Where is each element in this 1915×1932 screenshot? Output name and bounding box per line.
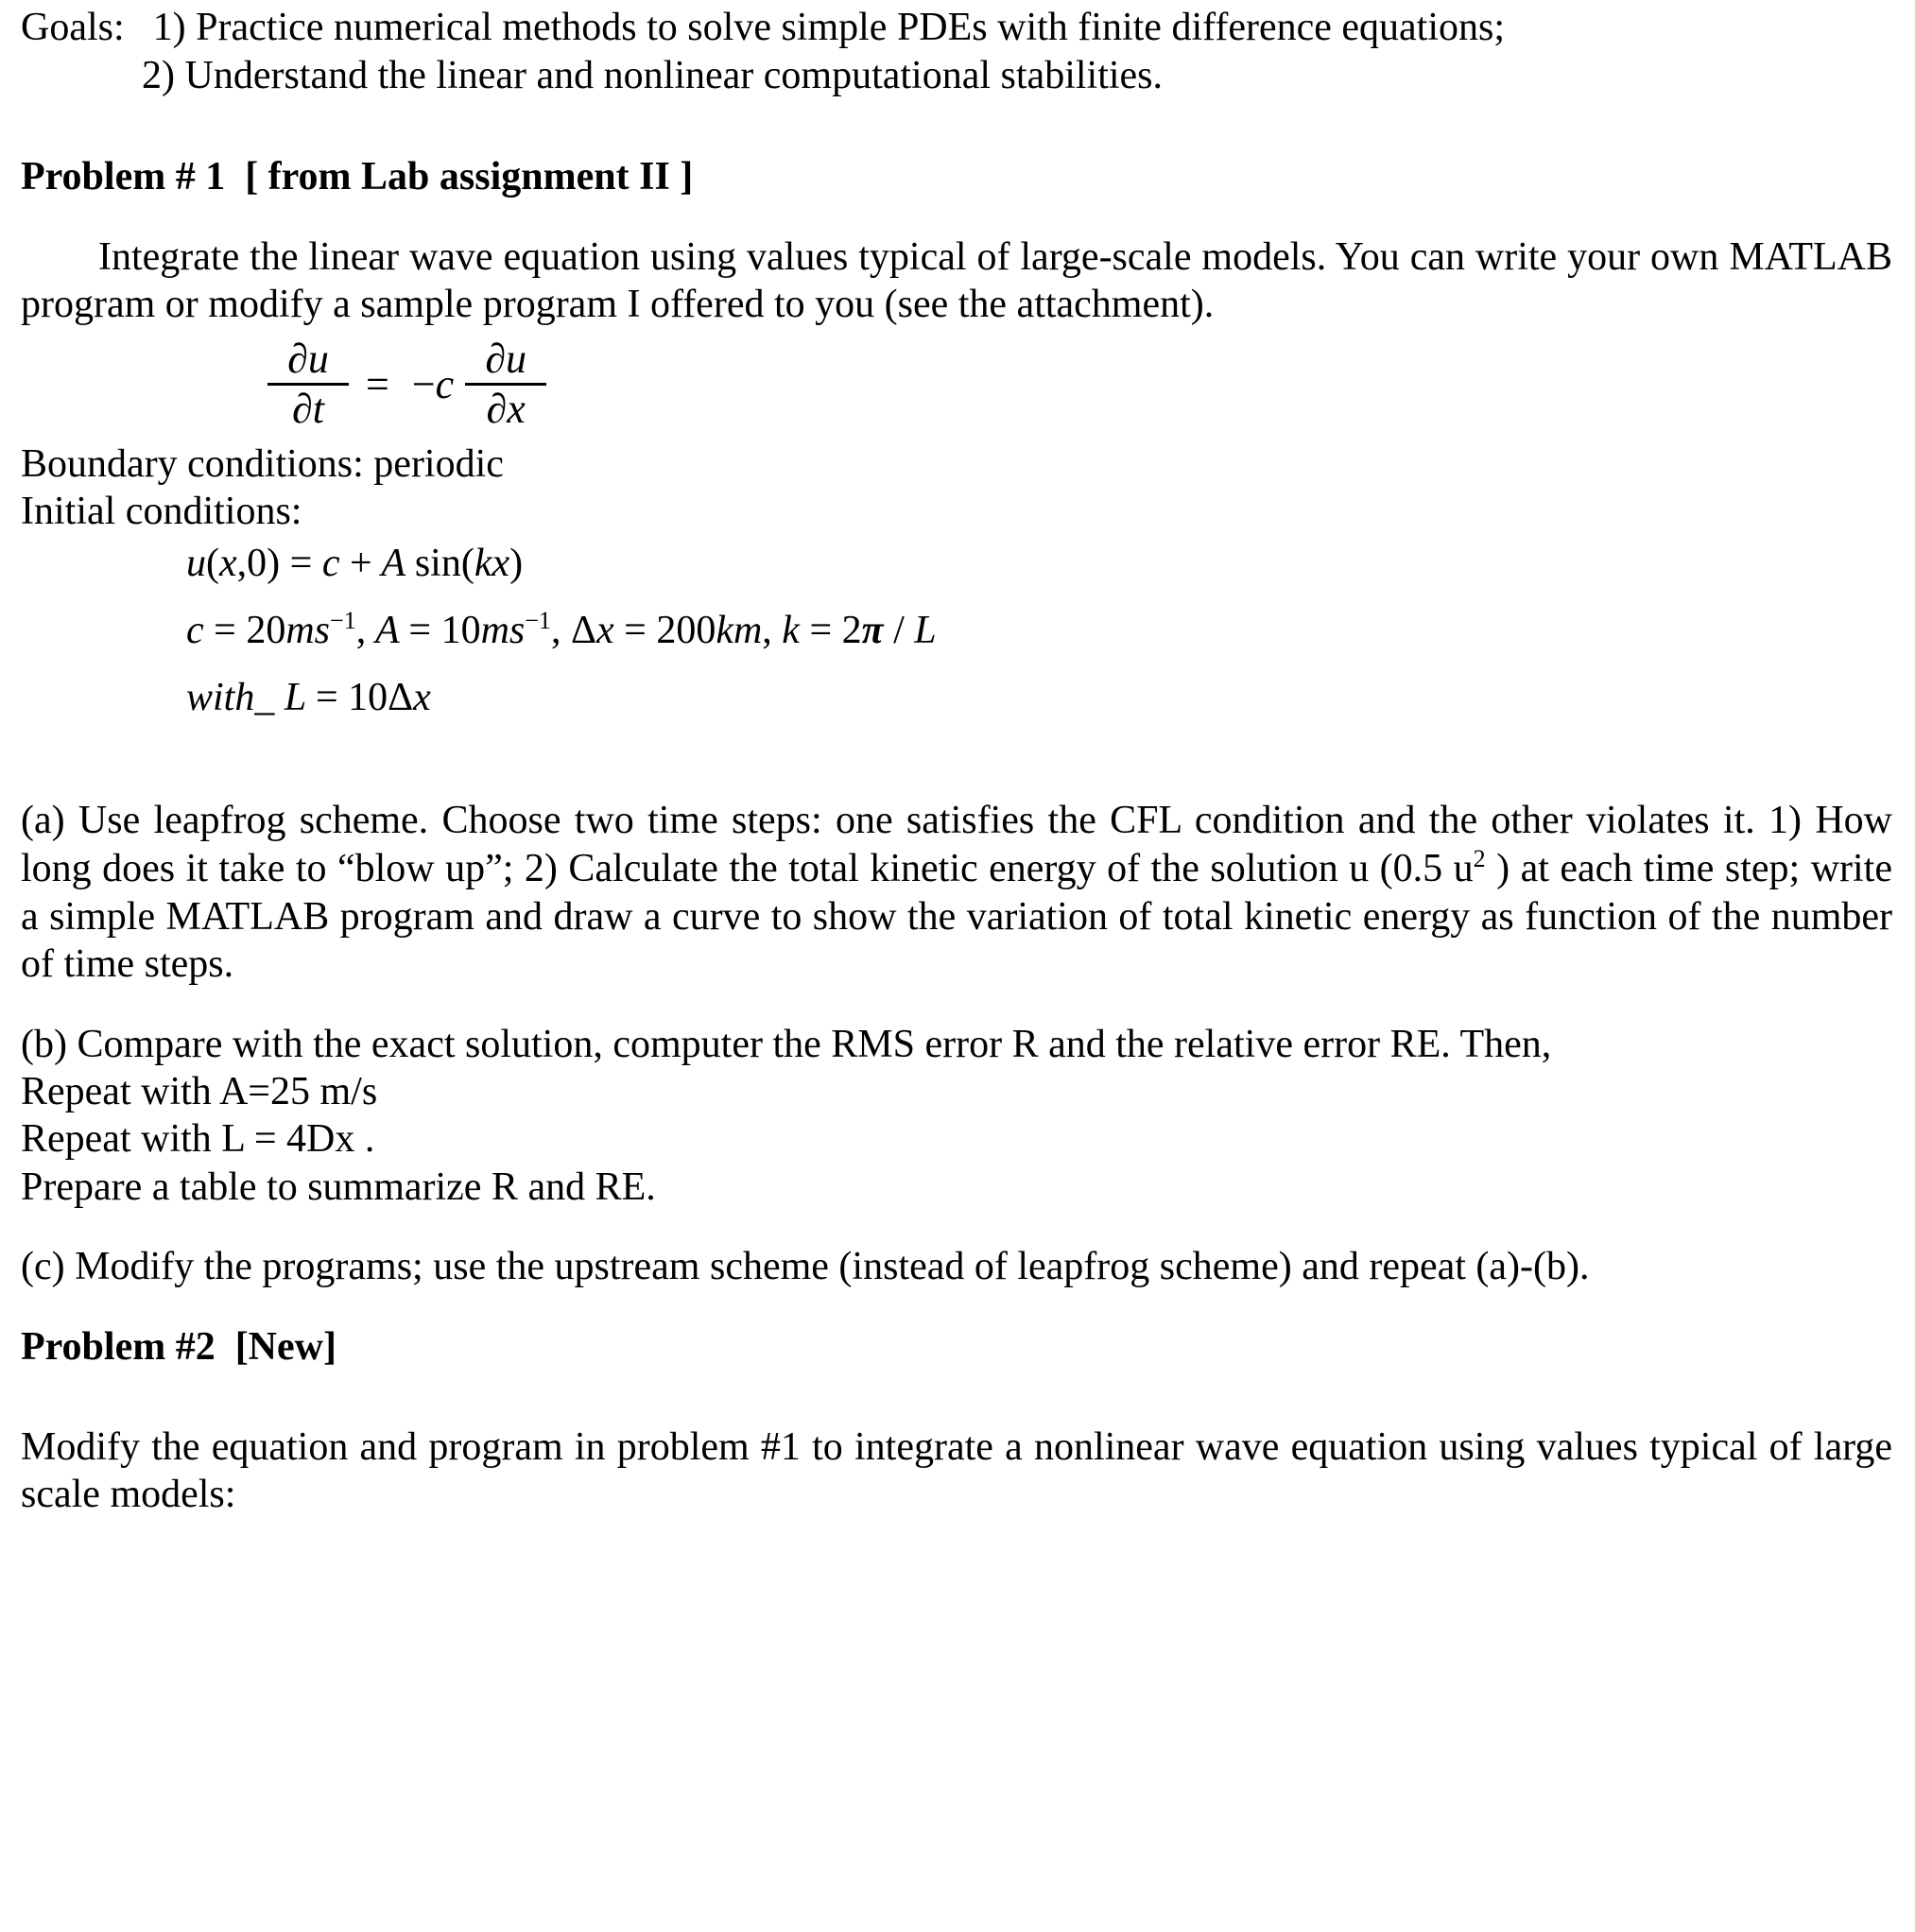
boundary-conditions-line: Boundary conditions: periodic <box>21 441 504 486</box>
parameters-equation: $c = 20ms^{-1}$, $A = 10ms^{-1}$, Δx = 200km, k = 2π / L <box>186 607 937 653</box>
pde-rhs-fraction <box>465 337 546 431</box>
pde-rhs-denominator: ∂x <box>486 386 526 433</box>
part-b-line-3: Repeat with L = 4Dx . <box>21 1117 375 1162</box>
pde-minus-sign: − <box>411 361 436 408</box>
problem-1-intro-paragraph: Integrate the linear wave equation using values typical of large-scale models. You can write your own MATLAB program or modify a sample program I offered to you (see the attachment). <box>21 234 1892 327</box>
goals-line-1 <box>21 4 1892 52</box>
pde-lhs-numerator: ∂u <box>287 336 329 383</box>
problem-2-heading: Problem #2 [New] <box>21 1324 336 1369</box>
part-b-line-2: Repeat with A=25 m/s <box>21 1070 378 1114</box>
initial-conditions-label: Initial conditions: <box>21 490 302 534</box>
pde-equation <box>262 329 1892 440</box>
pde-coefficient-c: c <box>435 361 455 408</box>
pde-equals-sign: = <box>366 361 389 408</box>
part-a-superscript: 2 <box>1473 845 1486 873</box>
part-b-line-1: (b) Compare with the exact solution, computer the RMS error R and the relative error RE. Then, <box>21 1022 1552 1066</box>
initial-condition-equation: u(x,0) = c + A sin(kx) <box>186 542 524 586</box>
pde-lhs-fraction <box>267 337 349 431</box>
goals-block <box>21 4 1892 100</box>
goals-label: Goals: <box>21 6 125 49</box>
problem-1-part-a <box>21 797 1892 989</box>
pde-rhs-numerator: ∂u <box>485 336 527 383</box>
with-L-equation: with_ L = 10Δx <box>186 676 431 720</box>
part-a-text-pre: (a) Use leapfrog scheme. Choose two time steps: one satisfies the CFL condition and the other violates it. 1) How long does it take to “blow up”; 2) Calculate the total kinetic energy of the solution u (0.5 u <box>21 799 1892 891</box>
problem-1-part-c: (c) Modify the programs; use the upstream scheme (instead of leapfrog scheme) and repeat (a)-(b). <box>21 1245 1590 1289</box>
part-a-text-post: ) at each time step; write a simple MATLAB program and draw a curve to show the variation of total kinetic energy as function of the number of time steps. <box>21 847 1892 987</box>
goals-line-2 <box>21 52 1892 100</box>
problem-2-body: Modify the equation and program in problem #1 to integrate a nonlinear wave equation using values typical of large scale models: <box>21 1425 1892 1517</box>
goals-item-2: 2) Understand the linear and nonlinear computational stabilities. <box>142 54 1164 98</box>
pde-lhs-denominator: ∂t <box>292 386 324 433</box>
problem-1-heading: Problem # 1 [ from Lab assignment II ] <box>21 155 694 199</box>
problem-1-part-b <box>21 1021 1892 1212</box>
goals-item-1: 1) Practice numerical methods to solve simple PDEs with finite difference equations; <box>152 6 1506 49</box>
part-b-line-4: Prepare a table to summarize R and RE. <box>21 1164 656 1209</box>
